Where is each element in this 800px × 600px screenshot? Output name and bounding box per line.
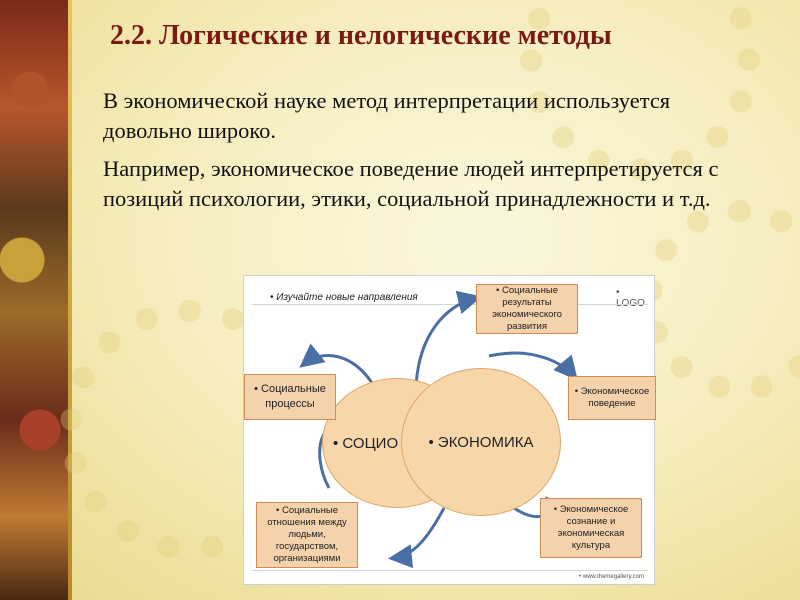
box-social-processes: • Социальные процессы [244,374,336,420]
circle-socio-label: • СОЦИО [333,434,399,452]
strip-border [68,0,72,600]
diagram-image [243,275,655,585]
box-economic-behavior: • Экономическое поведение [568,376,656,420]
box-economic-consciousness: • Экономическое сознание и экономическая культура [540,498,642,558]
diagram-hint: • Изучайте новые направления [270,292,418,303]
background-gear [640,200,800,400]
paragraph-1: В экономической науке метод интерпретации используется довольно широко. [103,88,671,143]
box-social-relations: • Социальные отношения между людьми, государством, организациями [256,502,358,568]
arrow [394,508,444,558]
diagram-logo: • [616,287,620,298]
slide-title: 2.2. Логические и нелогические методы [110,20,612,51]
decorative-left-strip [0,0,68,600]
circle-economy [401,368,561,516]
circle-economy-label: • ЭКОНОМИКА [428,433,534,451]
slide-body [103,86,763,222]
paragraph-2: Например, экономическое поведение людей интерпретируется с позиций психологии, этики, социальной принадлежности и т.д. [103,156,719,211]
diagram-footer: • www.themegallery.com [578,574,644,580]
box-social-results: • Социальные результаты экономического развития [476,284,578,334]
